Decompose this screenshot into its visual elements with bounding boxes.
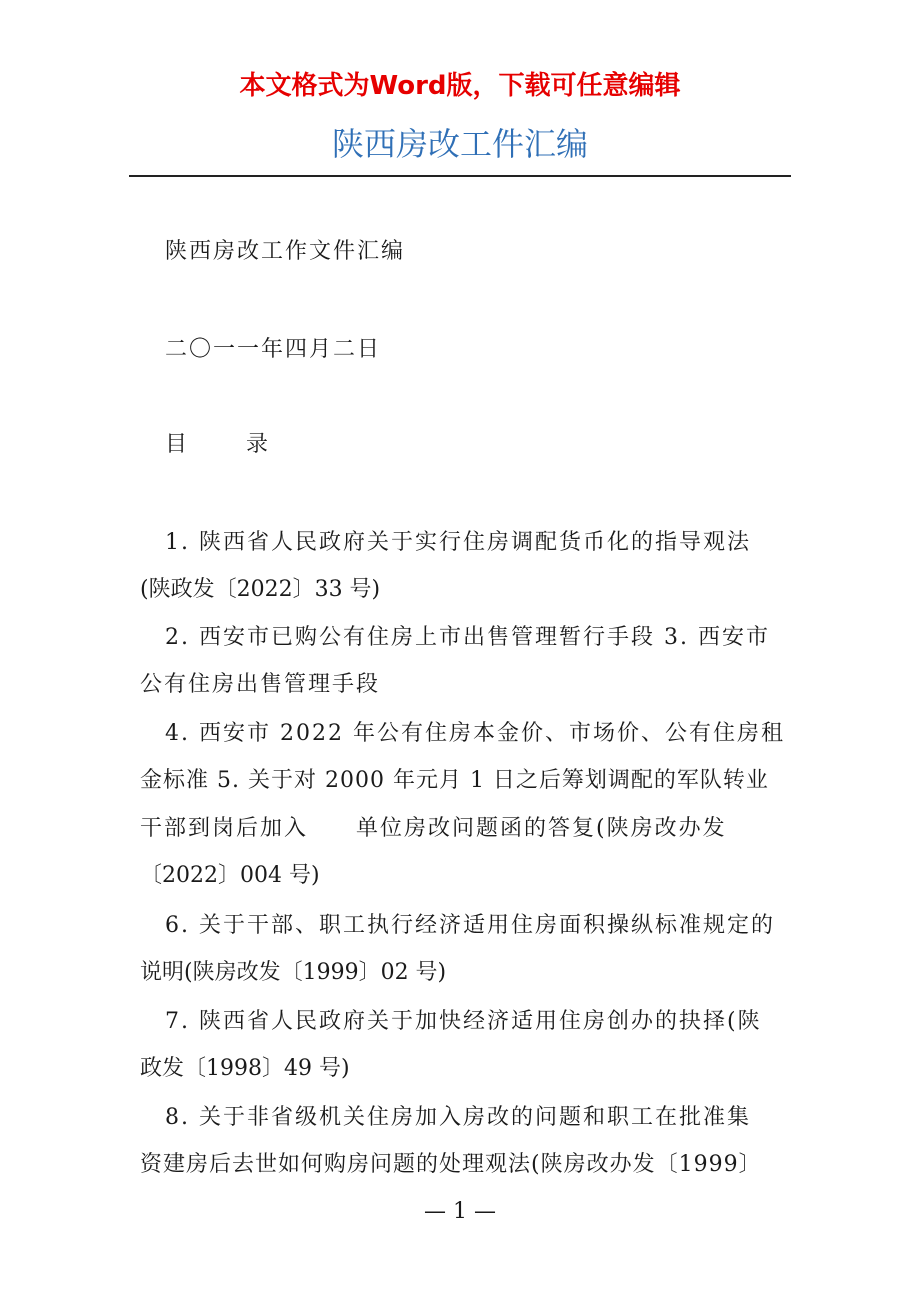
toc-line: 2. 西安市已购公有住房上市出售管理暂行手段 3. 西安市 xyxy=(165,625,770,650)
document-title: 陕西房改工件汇编 xyxy=(331,125,588,163)
title-divider xyxy=(129,175,791,177)
date-line: 二〇一一年四月二日 xyxy=(165,337,382,362)
toc-line: 6. 关于干部、职工执行经济适用住房面积操纵标准规定的 xyxy=(165,913,775,938)
toc-line: 政发〔1998〕49 号) xyxy=(140,1056,350,1081)
toc-line: 公有住房出售管理手段 xyxy=(140,672,381,697)
toc-line: 说明(陕房改发〔1999〕02 号) xyxy=(140,960,447,985)
toc-line: 干部到岗后加入 单位房改问题函的答复(陕房改办发 xyxy=(140,816,727,841)
page-number: — 1 — xyxy=(424,1199,496,1224)
toc-line: (陕政发〔2022〕33 号) xyxy=(140,577,381,602)
toc-line: 7. 陕西省人民政府关于加快经济适用住房创办的抉择(陕 xyxy=(165,1009,762,1034)
toc-line: 金标准 5. 关于对 2000 年元月 1 日之后筹划调配的军队转业 xyxy=(140,768,769,793)
toc-line: 4. 西安市 2022 年公有住房本金价、市场价、公有住房租 xyxy=(165,721,785,746)
subtitle: 陕西房改工作文件汇编 xyxy=(165,239,406,264)
toc-line: 1. 陕西省人民政府关于实行住房调配货币化的指导观法 xyxy=(165,530,751,555)
toc-line: 资建房后去世如何购房问题的处理观法(陕房改办发〔1999〕 xyxy=(140,1152,762,1177)
toc-line: 8. 关于非省级机关住房加入房改的问题和职工在批准集 xyxy=(165,1105,751,1130)
toc-line: 〔2022〕004 号) xyxy=(140,863,320,888)
toc-heading: 目 录 xyxy=(165,432,294,457)
download-banner: 本文格式为Word版，下载可任意编辑 xyxy=(239,71,681,101)
